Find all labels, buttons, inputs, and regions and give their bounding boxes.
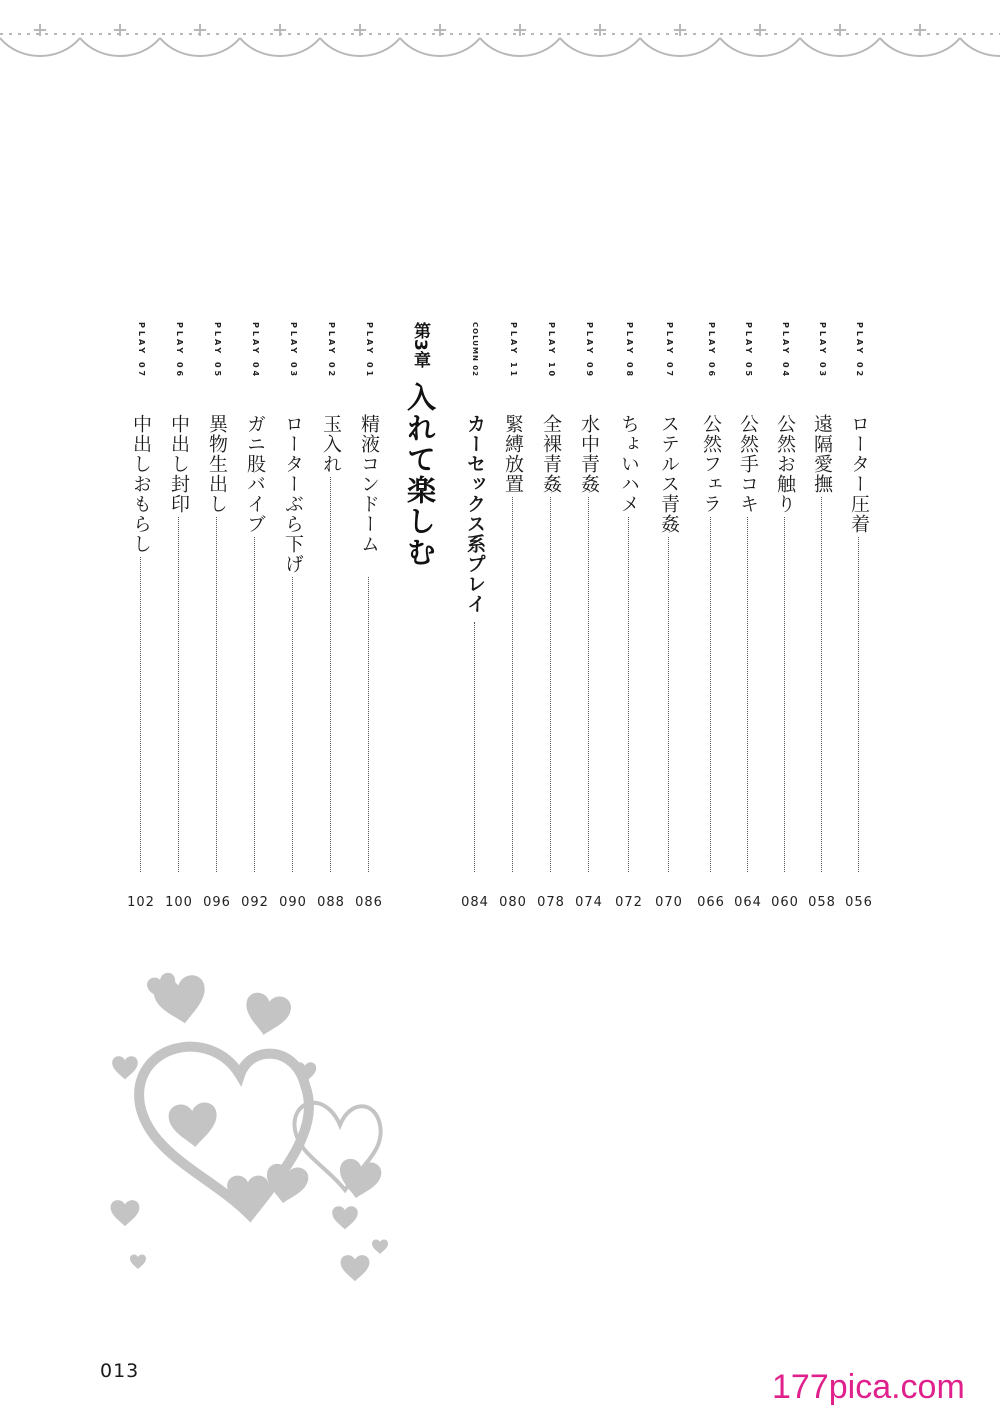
dot-leader xyxy=(550,497,551,872)
dot-leader xyxy=(821,497,822,872)
lace-scallop xyxy=(0,38,1000,56)
dot-leader xyxy=(330,477,331,872)
page-number: 084 xyxy=(461,895,489,910)
page-number: 074 xyxy=(575,895,603,910)
dot-leader xyxy=(588,497,589,872)
lace-star xyxy=(194,24,206,36)
page-number: 070 xyxy=(655,895,683,910)
lace-star xyxy=(34,24,46,36)
entry-title: 公然お触り xyxy=(774,414,796,514)
entry-title: ステルス青姦 xyxy=(658,414,680,534)
entry-title: 緊縛放置 xyxy=(502,414,524,494)
toc-entry[interactable] xyxy=(572,322,606,910)
lace-star xyxy=(834,24,846,36)
lace-star xyxy=(434,24,446,36)
entry-tag: PLAY 02 xyxy=(855,322,864,380)
toc-entry[interactable] xyxy=(768,322,802,910)
page-number: 100 xyxy=(165,895,193,910)
entry-title: 水中青姦 xyxy=(578,414,600,494)
lace-star xyxy=(914,24,926,36)
dot-leader xyxy=(216,517,217,872)
page-number: 064 xyxy=(734,895,762,910)
entry-tag: PLAY 07 xyxy=(665,322,674,380)
page-number: 086 xyxy=(355,895,383,910)
lace-star xyxy=(754,24,766,36)
lace-star xyxy=(114,24,126,36)
page-number: 102 xyxy=(127,895,155,910)
entry-title: 玉入れ xyxy=(320,414,342,474)
toc-entry[interactable] xyxy=(124,322,158,910)
toc-entry[interactable] xyxy=(352,322,386,910)
entry-tag: PLAY 08 xyxy=(625,322,634,380)
dot-leader xyxy=(710,517,711,872)
toc-entry[interactable] xyxy=(200,322,234,910)
hearts-decoration xyxy=(100,965,400,1295)
page-number: 090 xyxy=(279,895,307,910)
entry-title: ちょいハメ xyxy=(618,414,640,514)
entry-tag: PLAY 06 xyxy=(707,322,716,380)
toc-entry[interactable] xyxy=(612,322,646,910)
lace-border-ornament xyxy=(0,0,1000,70)
page-number: 088 xyxy=(317,895,345,910)
toc-entry[interactable] xyxy=(805,322,839,910)
page-number: 060 xyxy=(771,895,799,910)
chapter-title: 入れて楽しむ xyxy=(403,382,437,568)
entry-tag: PLAY 04 xyxy=(781,322,790,380)
toc-entry[interactable] xyxy=(534,322,568,910)
entry-tag: PLAY 01 xyxy=(365,322,374,380)
dot-leader xyxy=(858,537,859,872)
dot-leader xyxy=(747,517,748,872)
entry-tag: PLAY 09 xyxy=(585,322,594,380)
entry-title: 中出しおもらし xyxy=(130,414,152,554)
entry-tag: PLAY 03 xyxy=(818,322,827,380)
entry-title: ガニ股バイブ xyxy=(244,414,266,534)
dot-leader xyxy=(178,517,179,872)
chapter-heading xyxy=(398,322,442,582)
dot-leader xyxy=(628,517,629,872)
entry-title: 全裸青姦 xyxy=(540,414,562,494)
page-folio: 013 xyxy=(100,1360,140,1382)
entry-title: 遠隔愛撫 xyxy=(811,414,833,494)
toc-entry[interactable] xyxy=(162,322,196,910)
page-number: 066 xyxy=(697,895,725,910)
dot-leader xyxy=(512,497,513,872)
entry-title: 精液コンドーム xyxy=(358,414,380,554)
page-number: 058 xyxy=(808,895,836,910)
entry-tag: PLAY 10 xyxy=(547,322,556,380)
site-watermark: 177pica.com xyxy=(772,1368,965,1406)
dot-leader xyxy=(140,557,141,872)
toc-entry[interactable] xyxy=(276,322,310,910)
entry-title: 公然フェラ xyxy=(700,414,722,514)
entry-tag: PLAY 05 xyxy=(213,322,222,380)
entry-tag: PLAY 11 xyxy=(509,322,518,380)
toc-entry[interactable] xyxy=(694,322,728,910)
toc-entry[interactable] xyxy=(496,322,530,910)
dot-leader xyxy=(784,517,785,872)
toc-entry[interactable] xyxy=(842,322,876,910)
entry-tag: PLAY 07 xyxy=(137,322,146,380)
page-number: 072 xyxy=(615,895,643,910)
page-number: 080 xyxy=(499,895,527,910)
entry-title: 中出し封印 xyxy=(168,414,190,514)
toc-entry[interactable] xyxy=(652,322,686,910)
page-number: 092 xyxy=(241,895,269,910)
toc-entry[interactable] xyxy=(314,322,348,910)
entry-title: ローター圧着 xyxy=(848,414,870,534)
entry-tag: COLUMN 02 xyxy=(471,322,479,377)
lace-star xyxy=(274,24,286,36)
page-number: 056 xyxy=(845,895,873,910)
dot-leader xyxy=(368,577,369,872)
entry-title: ローターぶら下げ xyxy=(282,414,304,574)
dot-leader xyxy=(474,622,475,872)
page-number: 096 xyxy=(203,895,231,910)
entry-tag: PLAY 04 xyxy=(251,322,260,380)
entry-title: カーセックス系プレイ xyxy=(464,414,486,614)
entry-tag: PLAY 06 xyxy=(175,322,184,380)
toc-entry[interactable] xyxy=(731,322,765,910)
entry-tag: PLAY 05 xyxy=(744,322,753,380)
dot-leader xyxy=(668,537,669,872)
dot-leader xyxy=(254,537,255,872)
toc-entry[interactable] xyxy=(458,322,492,910)
chapter-number: 第3章 xyxy=(410,322,430,368)
entry-title: 公然手コキ xyxy=(737,414,759,514)
lace-star xyxy=(354,24,366,36)
entry-tag: PLAY 02 xyxy=(327,322,336,380)
dot-leader xyxy=(292,577,293,872)
page-number: 078 xyxy=(537,895,565,910)
toc-entry[interactable] xyxy=(238,322,272,910)
entry-tag: PLAY 03 xyxy=(289,322,298,380)
entry-title: 異物生出し xyxy=(206,414,228,514)
